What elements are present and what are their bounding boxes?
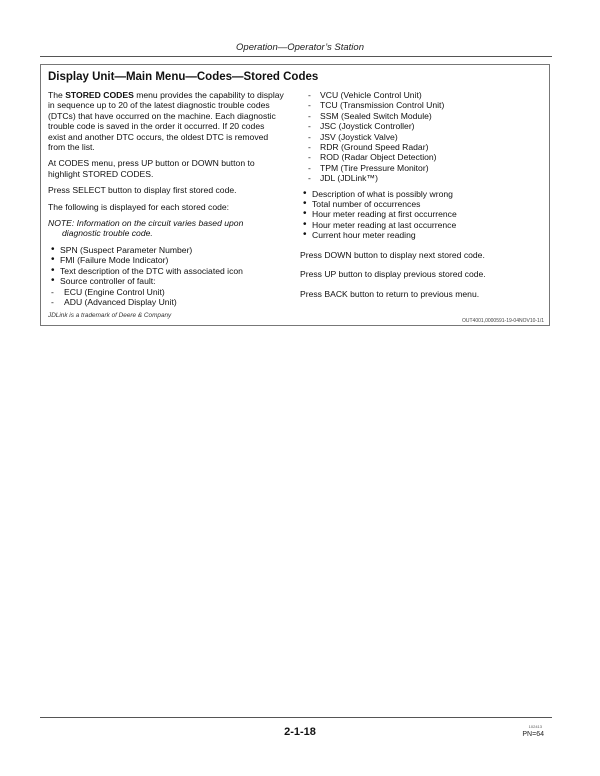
controller-label: TPM (Tire Pressure Monitor) bbox=[320, 162, 429, 173]
controller-label: RDR (Ground Speed Radar) bbox=[320, 142, 429, 153]
note-paragraph bbox=[48, 218, 284, 239]
note-line-1: NOTE: Information on the circuit varies based upon bbox=[48, 218, 244, 229]
reference-code: OUT4001,0000591-19-04NOV10-1/1 bbox=[462, 318, 544, 324]
trademark-note: JDLink is a trademark of Deere & Company bbox=[48, 312, 172, 319]
footer-small-code: 102413 bbox=[528, 724, 542, 729]
list-item: • Source controller of fault: bbox=[48, 276, 284, 286]
up-paragraph: Press UP button to display previous stored code. bbox=[300, 269, 486, 280]
list-item: • FMI (Failure Mode Indicator) bbox=[48, 255, 284, 265]
intro-paragraph bbox=[48, 90, 284, 152]
left-column bbox=[48, 90, 284, 307]
select-paragraph: Press SELECT button to display first stored code. bbox=[48, 185, 237, 196]
page-number: 2-1-18 bbox=[284, 726, 316, 738]
down-paragraph: Press DOWN button to display next stored code. bbox=[300, 249, 485, 260]
controller-label: JSV (Joystick Valve) bbox=[320, 131, 398, 142]
codes-menu-paragraph: At CODES menu, press UP button or DOWN button to highlight STORED CODES. bbox=[48, 158, 255, 179]
pn-label: PN=64 bbox=[522, 731, 544, 738]
list-item: • Hour meter reading at first occurrence bbox=[300, 209, 540, 219]
list-item: - TCU (Transmission Control Unit) bbox=[308, 100, 445, 111]
controller-label: ADU (Advanced Display Unit) bbox=[64, 296, 177, 307]
intro-text-start: The bbox=[48, 90, 66, 100]
footer-rule bbox=[40, 717, 552, 718]
list-item: - JDL (JDLink™) bbox=[308, 173, 378, 184]
list-item: - ADU (Advanced Display Unit) bbox=[51, 296, 177, 307]
list-item: - JSV (Joystick Valve) bbox=[308, 131, 398, 142]
back-paragraph: Press BACK button to return to previous menu. bbox=[300, 288, 480, 299]
right-bullet-list bbox=[300, 189, 540, 241]
controller-label: JDL (JDLink™) bbox=[320, 173, 378, 184]
left-bullet-list bbox=[48, 245, 284, 287]
list-item: • Text description of the DTC with associated icon bbox=[48, 266, 284, 276]
list-item: - ECU (Engine Control Unit) bbox=[51, 286, 165, 297]
right-column bbox=[300, 90, 540, 305]
list-item: • Current hour meter reading bbox=[300, 230, 540, 240]
list-item: - RDR (Ground Speed Radar) bbox=[308, 142, 429, 153]
list-item: - VCU (Vehicle Control Unit) bbox=[308, 90, 422, 100]
list-item: - TPM (Tire Pressure Monitor) bbox=[308, 162, 429, 173]
list-item: - ROD (Radar Object Detection) bbox=[308, 152, 437, 163]
list-item: • Total number of occurrences bbox=[300, 199, 540, 209]
header-rule bbox=[40, 56, 552, 57]
controller-label: ROD (Radar Object Detection) bbox=[320, 152, 437, 163]
list-item: • Description of what is possibly wrong bbox=[300, 189, 540, 199]
running-header: Operation—Operator’s Station bbox=[236, 42, 364, 53]
section-title: Display Unit—Main Menu—Codes—Stored Codes bbox=[48, 71, 319, 83]
controller-label: JSC (Joystick Controller) bbox=[320, 121, 415, 132]
intro-text-rest: menu provides the capability to display in sequence up to 20 of the latest diagnostic trouble codes (DTCs) that have occurred on the machine. Each diagnostic trouble code is saved in the order it occurred. If 20 codes exist and another DTC occurs, the oldest DTC is removed from the list. bbox=[48, 90, 284, 153]
controller-label: VCU (Vehicle Control Unit) bbox=[320, 90, 422, 100]
controller-label: TCU (Transmission Control Unit) bbox=[320, 100, 445, 111]
intro-bold-term: STORED CODES bbox=[65, 90, 134, 100]
list-item: - SSM (Sealed Switch Module) bbox=[308, 110, 432, 121]
controller-label: ECU (Engine Control Unit) bbox=[64, 286, 165, 297]
controller-label: SSM (Sealed Switch Module) bbox=[320, 110, 432, 121]
following-paragraph: The following is displayed for each stored code: bbox=[48, 201, 230, 212]
right-controller-list bbox=[300, 90, 540, 184]
list-item: • Hour meter reading at last occurrence bbox=[300, 220, 540, 230]
note-line-2: diagnostic trouble code. bbox=[62, 228, 153, 239]
list-item: - JSC (Joystick Controller) bbox=[308, 121, 415, 132]
list-item: • SPN (Suspect Parameter Number) bbox=[48, 245, 284, 255]
left-controller-list bbox=[48, 287, 284, 308]
